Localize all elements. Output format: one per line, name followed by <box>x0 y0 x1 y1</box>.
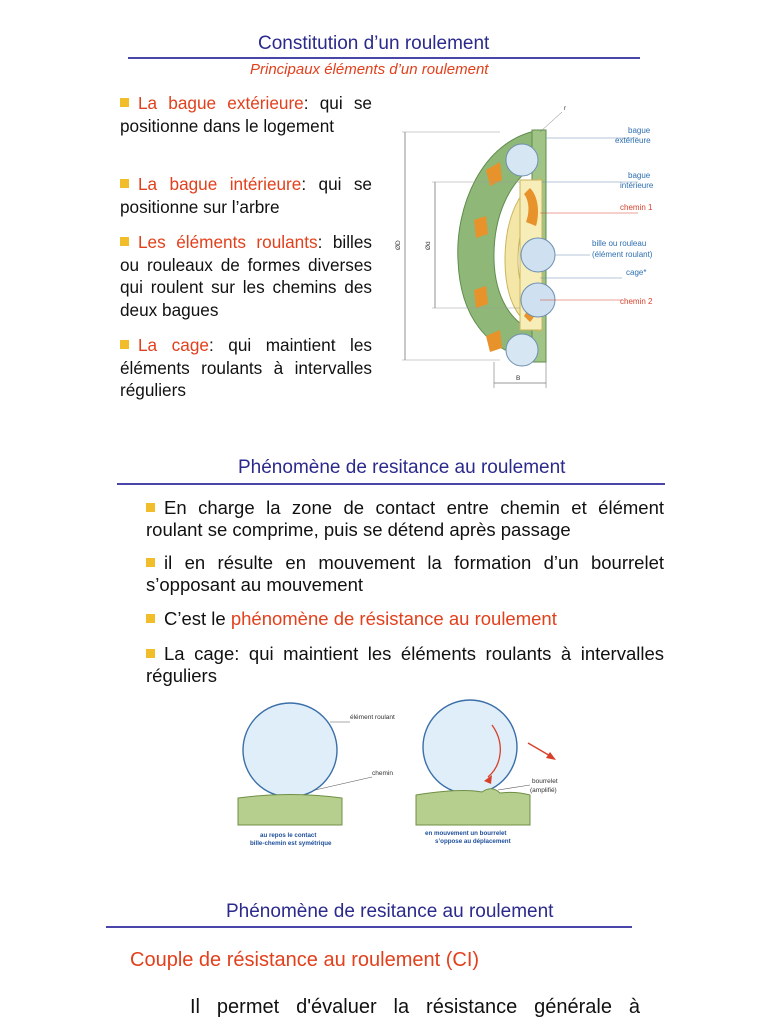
svg-text:s’oppose au déplacement: s’oppose au déplacement <box>435 838 511 845</box>
bullet-icon <box>120 340 129 349</box>
title-underline <box>128 57 640 59</box>
label-bague-interieure: bague <box>628 171 651 180</box>
list-item: il en résulte en mouvement la formation d’un bourrelet s’opposant au mouvement <box>146 552 664 595</box>
label-d: Ød <box>425 241 432 250</box>
svg-text:(amplifié): (amplifié) <box>530 787 557 794</box>
label-chemin: chemin <box>372 770 393 777</box>
section-title: Phénomène de resitance au roulement <box>238 457 566 478</box>
ball-at-rest <box>243 703 337 797</box>
ball-in-motion <box>423 700 517 794</box>
section-subtitle: Principaux éléments d’un roulement <box>250 61 489 78</box>
bullet-icon <box>146 649 155 658</box>
caption-right: en mouvement un bourrelet <box>425 830 507 837</box>
list-item: Les éléments roulants: billes ou rouleaux de formes diverses qui roulent sur les chemins des deux bagues <box>120 232 373 320</box>
list-item: La bague intérieure: qui se positionne sur l’arbre <box>120 174 372 217</box>
list-item: C’est le phénomène de résistance au roulement <box>146 608 664 630</box>
bullet-icon <box>146 503 155 512</box>
label-chemin-2: chemin 2 <box>620 297 653 306</box>
svg-text:intérieure: intérieure <box>620 181 654 190</box>
rolling-resistance-figure <box>230 695 570 855</box>
label-bague-exterieure: bague <box>628 126 651 135</box>
list-item: La bague extérieure: qui se positionne dans le logement <box>120 93 372 136</box>
section-title: Phénomène de resitance au roulement <box>226 901 554 922</box>
label-B: B <box>516 375 521 382</box>
list-item: La cage: qui maintient les éléments roulants à intervalles réguliers <box>146 643 664 686</box>
svg-text:(élément roulant): (élément roulant) <box>592 250 653 259</box>
section-title: Constitution d’un roulement <box>258 33 490 54</box>
caption-left: au repos le contact <box>260 832 317 839</box>
label-bille: bille ou rouleau <box>592 239 647 248</box>
ball-top <box>506 144 538 176</box>
track-right <box>416 789 530 825</box>
bullet-icon <box>146 614 155 623</box>
svg-text:extérieure: extérieure <box>615 136 651 145</box>
bullet-icon <box>146 558 155 567</box>
title-underline <box>117 483 665 485</box>
label-chemin-1: chemin 1 <box>620 203 653 212</box>
label-bourrelet: bourrelet <box>532 778 558 785</box>
title-underline <box>106 926 632 928</box>
label-cage: cage* <box>626 268 647 277</box>
section-subtitle: Couple de résistance au roulement (CI) <box>130 949 480 971</box>
bullet-icon <box>120 237 129 246</box>
bullet-icon <box>120 179 129 188</box>
list-item: En charge la zone de contact entre chemin et élément roulant se comprime, puis se détend après passage <box>146 497 664 540</box>
svg-text:bille-chemin est symétrique: bille-chemin est symétrique <box>250 840 332 847</box>
list-item: La cage: qui maintient les éléments roulants à intervalles réguliers <box>120 335 372 400</box>
paragraph: Il permet d'évaluer la résistance générale à <box>190 996 640 1018</box>
label-r: r <box>564 105 567 112</box>
bearing-diagram <box>390 100 670 395</box>
track-left <box>238 795 342 826</box>
ball-middle <box>521 238 555 272</box>
bullet-icon <box>120 98 129 107</box>
label-D: ØD <box>395 240 402 250</box>
label-element-roulant: élément roulant <box>350 714 395 721</box>
